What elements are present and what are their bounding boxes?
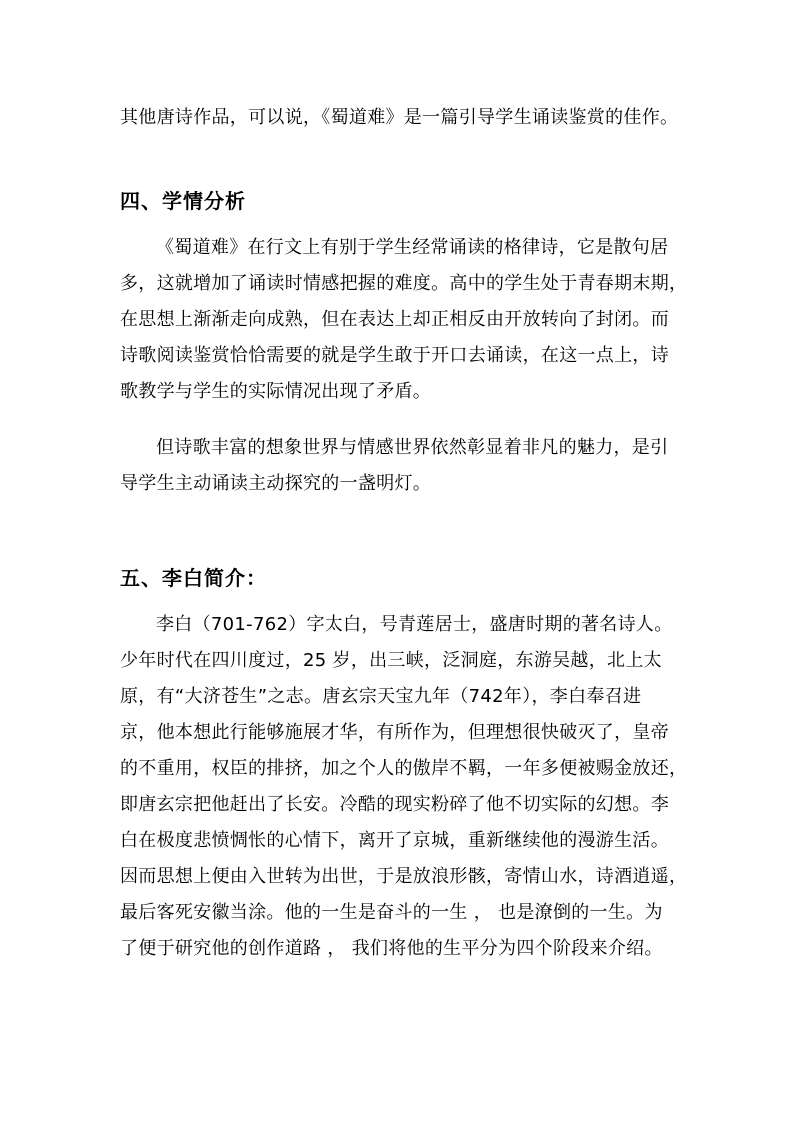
section-4-heading: 四、学情分析 <box>120 189 246 213</box>
section-4-paragraph-line: 在思想上渐渐走向成熟，但在表达上却正相反由开放转向了封闭。而 <box>120 309 669 330</box>
section-5-paragraph-line: 了便于研究他的创作道路 ， 我们将他的生平分为四个阶段来介绍。 <box>120 938 663 959</box>
section-4-paragraph-line: 《蜀道难》在行文上有别于学生经常诵读的格律诗，它是散句居 <box>156 237 669 258</box>
section-5-paragraph-line: 少年时代在四川度过，25 岁，出三峡，泛洞庭，东游吴越，北上太 <box>120 650 662 671</box>
section-5-paragraph-line: 即唐玄宗把他赶出了长安。冷酷的现实粉碎了他不切实际的幻想。李 <box>120 794 669 815</box>
section-4-paragraph-line: 但诗歌丰富的想象世界与情感世界依然彰显着非凡的魅力，是引 <box>156 437 669 458</box>
section-5-paragraph-line: 白在极度悲愤惆怅的心情下，离开了京城，重新继续他的漫游生活。 <box>120 830 669 851</box>
section-5-paragraph-line: 的不重用，权臣的排挤，加之个人的傲岸不羁，一年多便被赐金放还， <box>120 758 688 779</box>
section-4-paragraph-line: 诗歌阅读鉴赏恰恰需要的就是学生敢于开口去诵读，在这一点上，诗 <box>120 345 669 366</box>
section-5-heading: 五、李白简介： <box>120 566 267 590</box>
section-5-paragraph-line: 最后客死安徽当涂。他的一生是奋斗的一生 ， 也是潦倒的一生。为 <box>120 902 663 923</box>
section-4-paragraph-line: 歌教学与学生的实际情况出现了矛盾。 <box>120 381 432 402</box>
intro-paragraph-line: 其他唐诗作品，可以说，《蜀道难》是一篇引导学生诵读鉴赏的佳作。 <box>120 107 679 128</box>
section-4-paragraph-line: 多，这就增加了诵读时情感把握的难度。高中的学生处于青春期末期， <box>120 273 688 294</box>
section-5-paragraph-line: 原，有“大济苍生”之志。唐玄宗天宝九年（742年），李白奉召进 <box>120 686 642 707</box>
section-4-paragraph-line: 导学生主动诵读主动探究的一盏明灯。 <box>120 473 432 494</box>
section-5-paragraph-line: 京，他本想此行能够施展才华，有所作为，但理想很快破灭了，皇帝 <box>120 722 669 743</box>
section-5-paragraph-line: 李白（701-762）字太白，号青莲居士，盛唐时期的著名诗人。 <box>156 614 673 635</box>
section-5-paragraph-line: 因而思想上便由入世转为出世，于是放浪形骸，寄情山水，诗酒逍遥， <box>120 866 688 887</box>
